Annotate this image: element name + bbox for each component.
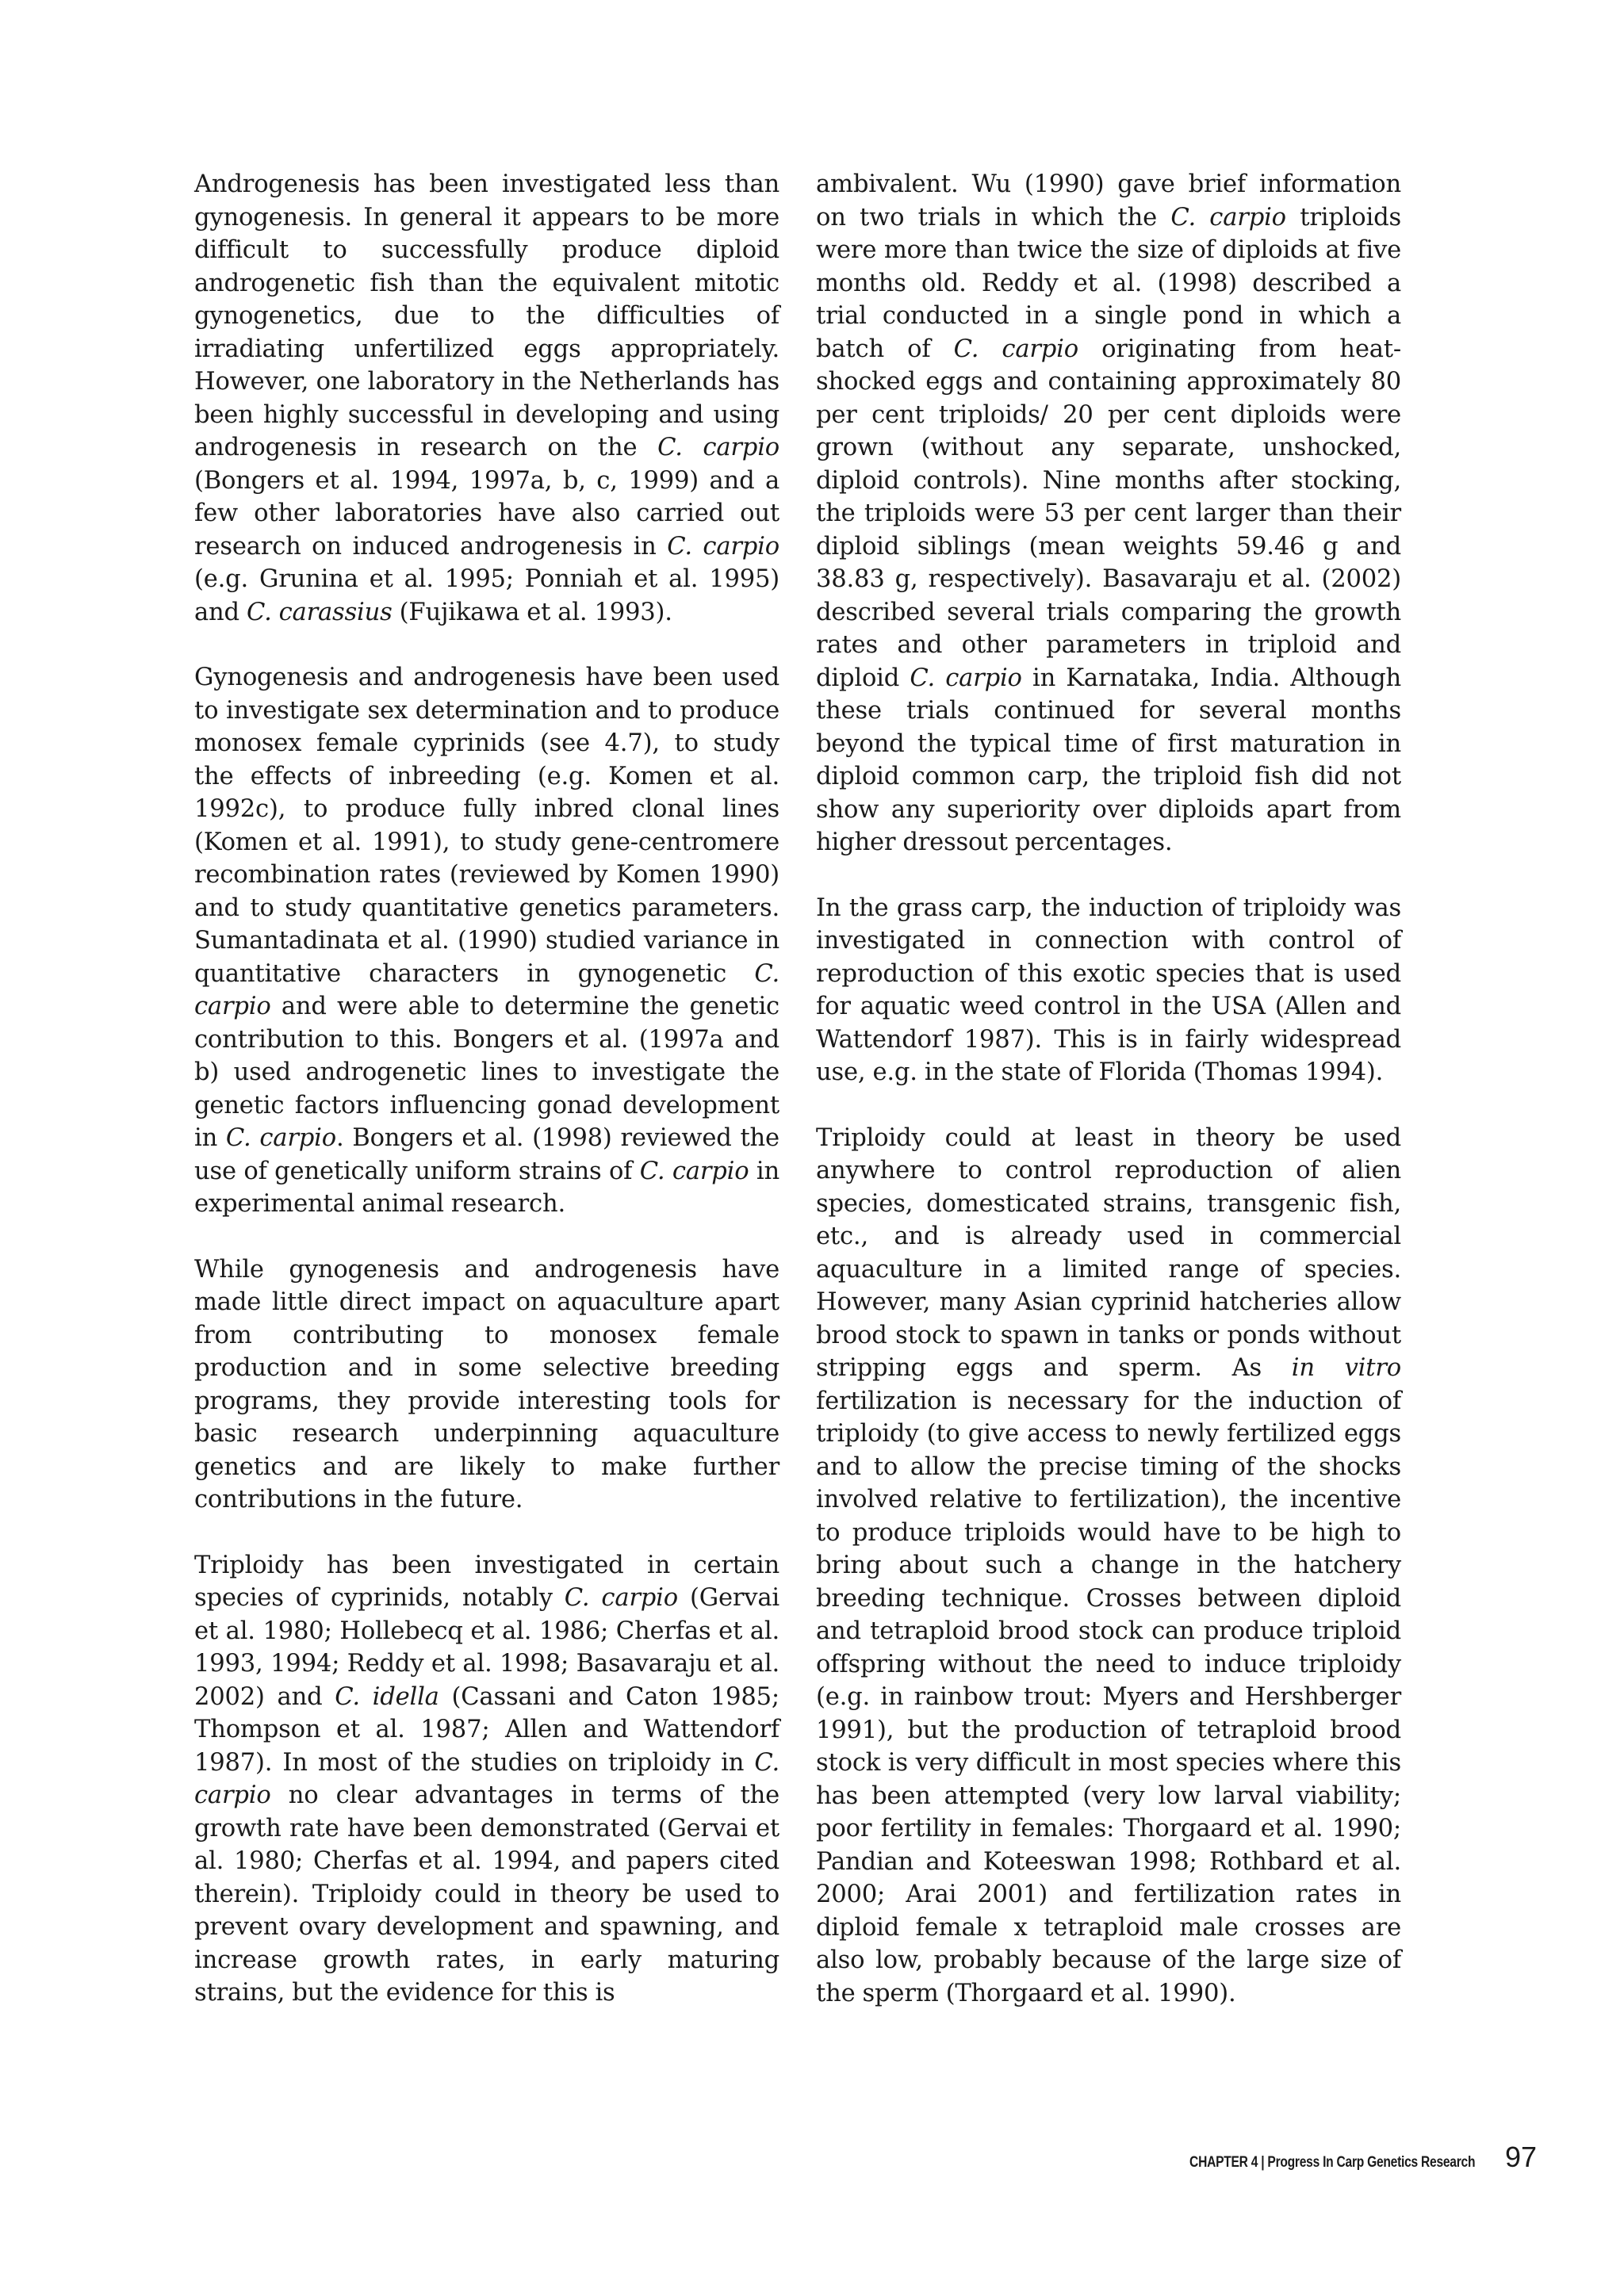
italic-text: C. carassius [246, 598, 393, 626]
body-text: Triploidy could at least in theory be used anywhere to control reproduction of alien species, domesticated strains, transgenic fish, etc., and is already used in commercial aquaculture in a limited range of species. However, many Asian cyprinid hatcheries allow brood stock to spawn in tanks or ponds without stripping eggs and sperm. As [816, 1123, 1401, 1382]
body-text: ambivalent. Wu (1990) gave brief information on two trials in which the [816, 170, 1401, 232]
page-footer [1127, 2141, 1537, 2174]
page-number: 97 [1504, 2141, 1537, 2173]
body-text: originating from heat-shocked eggs and containing approximately 80 per cent triploids/ 20 per cent diploids were grown (without any separate, unshocked, diploid controls). Nine months after stocking, the triploids were 53 per cent larger than their diploid siblings (mean weights 59.46 g and 38.83 g, respectively). Basavaraju et al. (2002) described several trials comparing the growth rates and other parameters in triploid and diploid [816, 335, 1401, 692]
italic-text: C. carpio [1170, 203, 1286, 232]
italic-text: C. carpio [194, 1748, 779, 1809]
body-text: fertilization is necessary for the induction of triploidy (to give access to newly fertilized eggs and to allow the precise timing of the shocks involved relative to fertilization), the incentive to produce triploids would have to be high to bring about such a change in the hatchery breeding technique. Crosses between diploid and tetraploid brood stock can produce triploid offspring without the need to induce triploidy (e.g. in rainbow trout: Myers and Hershberger 1991), but the production of tetraploid brood stock is very difficult in most species where this has been attempted (very low larval viability; poor fertility in females: Thorgaard et al. 1990; Pandian and Koteeswan 1998; Rothbard et al. 2000; Arai 2001) and fertilization rates in diploid female x tetraploid male crosses are also low, probably because of the large size of the sperm (Thorgaard et al. 1990). [816, 1387, 1401, 2007]
body-paragraph [816, 1122, 1401, 2011]
body-text: . Bongers et al. (1998) reviewed the use of genetically uniform strains of [194, 1124, 779, 1185]
body-text: Gynogenesis and androgenesis have been used to investigate sex determination and to produce monosex female cyprinids (see 4.7), to study the effects of inbreeding (e.g. Komen et al. 1992c), to produce fully inbred clonal lines (Komen et al. 1991), to study gene-centromere recombination rates (reviewed by Komen 1990) and to study quantitative genetics parameters. Sumantadinata et al. (1990) studied variance in quantitative characters in gynogenetic [194, 664, 779, 988]
body-paragraph [194, 1549, 779, 2010]
left-text-column [194, 168, 779, 2042]
italic-text: C. carpio [225, 1124, 336, 1152]
italic-text: in vitro [1291, 1354, 1401, 1382]
italic-text: C. carpio [564, 1584, 678, 1612]
body-paragraph [194, 661, 779, 1221]
italic-text: C. carpio [194, 959, 779, 1020]
italic-text: C. idella [335, 1682, 439, 1711]
italic-text: C. carpio [639, 1157, 749, 1185]
body-text: While gynogenesis and androgenesis have made little direct impact on aquaculture apart from contributing to monosex female production and in some selective breeding programs, they provide interesting tools for basic research underpinning aquaculture genetics and are likely to make further contributions in the future. [194, 1255, 779, 1513]
italic-text: C. carpio [657, 434, 779, 461]
body-paragraph [816, 168, 1401, 859]
body-text: Androgenesis has been investigated less than gynogenesis. In general it appears to be more difficult to successfully produce diploid androgenetic fish than the equivalent mitotic gynogenetics, due to the difficulties of irradiating unfertilized eggs appropriately. However, one laboratory in the Netherlands has been highly successful in developing and using androgenesis in research on the [194, 170, 779, 461]
body-paragraph [816, 892, 1401, 1089]
body-paragraph [194, 1253, 779, 1517]
body-text: In the grass carp, the induction of triploidy was investigated in connection with control of reproduction of this exotic species that is used for aquatic weed control in the USA (Allen and Wattendorf 1987). This is in fairly widespread use, e.g. in the state of Florida (Thomas 1994). [816, 894, 1401, 1086]
italic-text: C. carpio [953, 335, 1078, 363]
right-text-column [816, 168, 1401, 2042]
body-text: in Karnataka, India. Although these trials continued for several months beyond the typical time of first maturation in diploid common carp, the triploid fish did not show any superiority over diploids apart from higher dressout percentages. [816, 664, 1401, 856]
body-text: no clear advantages in terms of the growth rate have been demonstrated (Gervai et al. 1980; Cherfas et al. 1994, and papers cited therein). Triploidy could in theory be used to prevent ovary development and spawning, and increase growth rates, in early maturing strains, but the evidence for this is [194, 1781, 779, 2007]
body-text: (Gervai et al. 1980; Hollebecq et al. 1986; Cherfas et al. 1993, 1994; Reddy et al. 1998; Basavaraju et al. 2002) and [194, 1584, 779, 1711]
body-text: triploids were more than twice the size of diploids at five months old. Reddy et al. (1998) described a trial conducted in a single pond in which a batch of [816, 203, 1401, 363]
body-text: (Cassani and Caton 1985; Thompson et al. 1987; Allen and Wattendorf 1987). In most of the studies on triploidy in [194, 1682, 779, 1777]
body-text: (e.g. Grunina et al. 1995; Ponniah et al. 1995) and [194, 565, 779, 626]
body-paragraph [194, 168, 779, 629]
body-text: Triploidy has been investigated in certain species of cyprinids, notably [194, 1551, 779, 1612]
body-text: in experimental animal research. [194, 1157, 779, 1218]
italic-text: C. carpio [910, 664, 1022, 692]
running-head: CHAPTER 4 | Progress In Carp Genetics Research [1189, 2154, 1475, 2171]
italic-text: C. carpio [667, 532, 779, 561]
body-text: and were able to determine the genetic contribution to this. Bongers et al. (1997a and b) used androgenetic lines to investigate the genetic factors influencing gonad development in [194, 993, 779, 1152]
body-text: (Fujikawa et al. 1993). [392, 598, 672, 626]
body-text: (Bongers et al. 1994, 1997a, b, c, 1999) and a few other laboratories have also carried out research on induced androgenesis in [194, 466, 779, 561]
